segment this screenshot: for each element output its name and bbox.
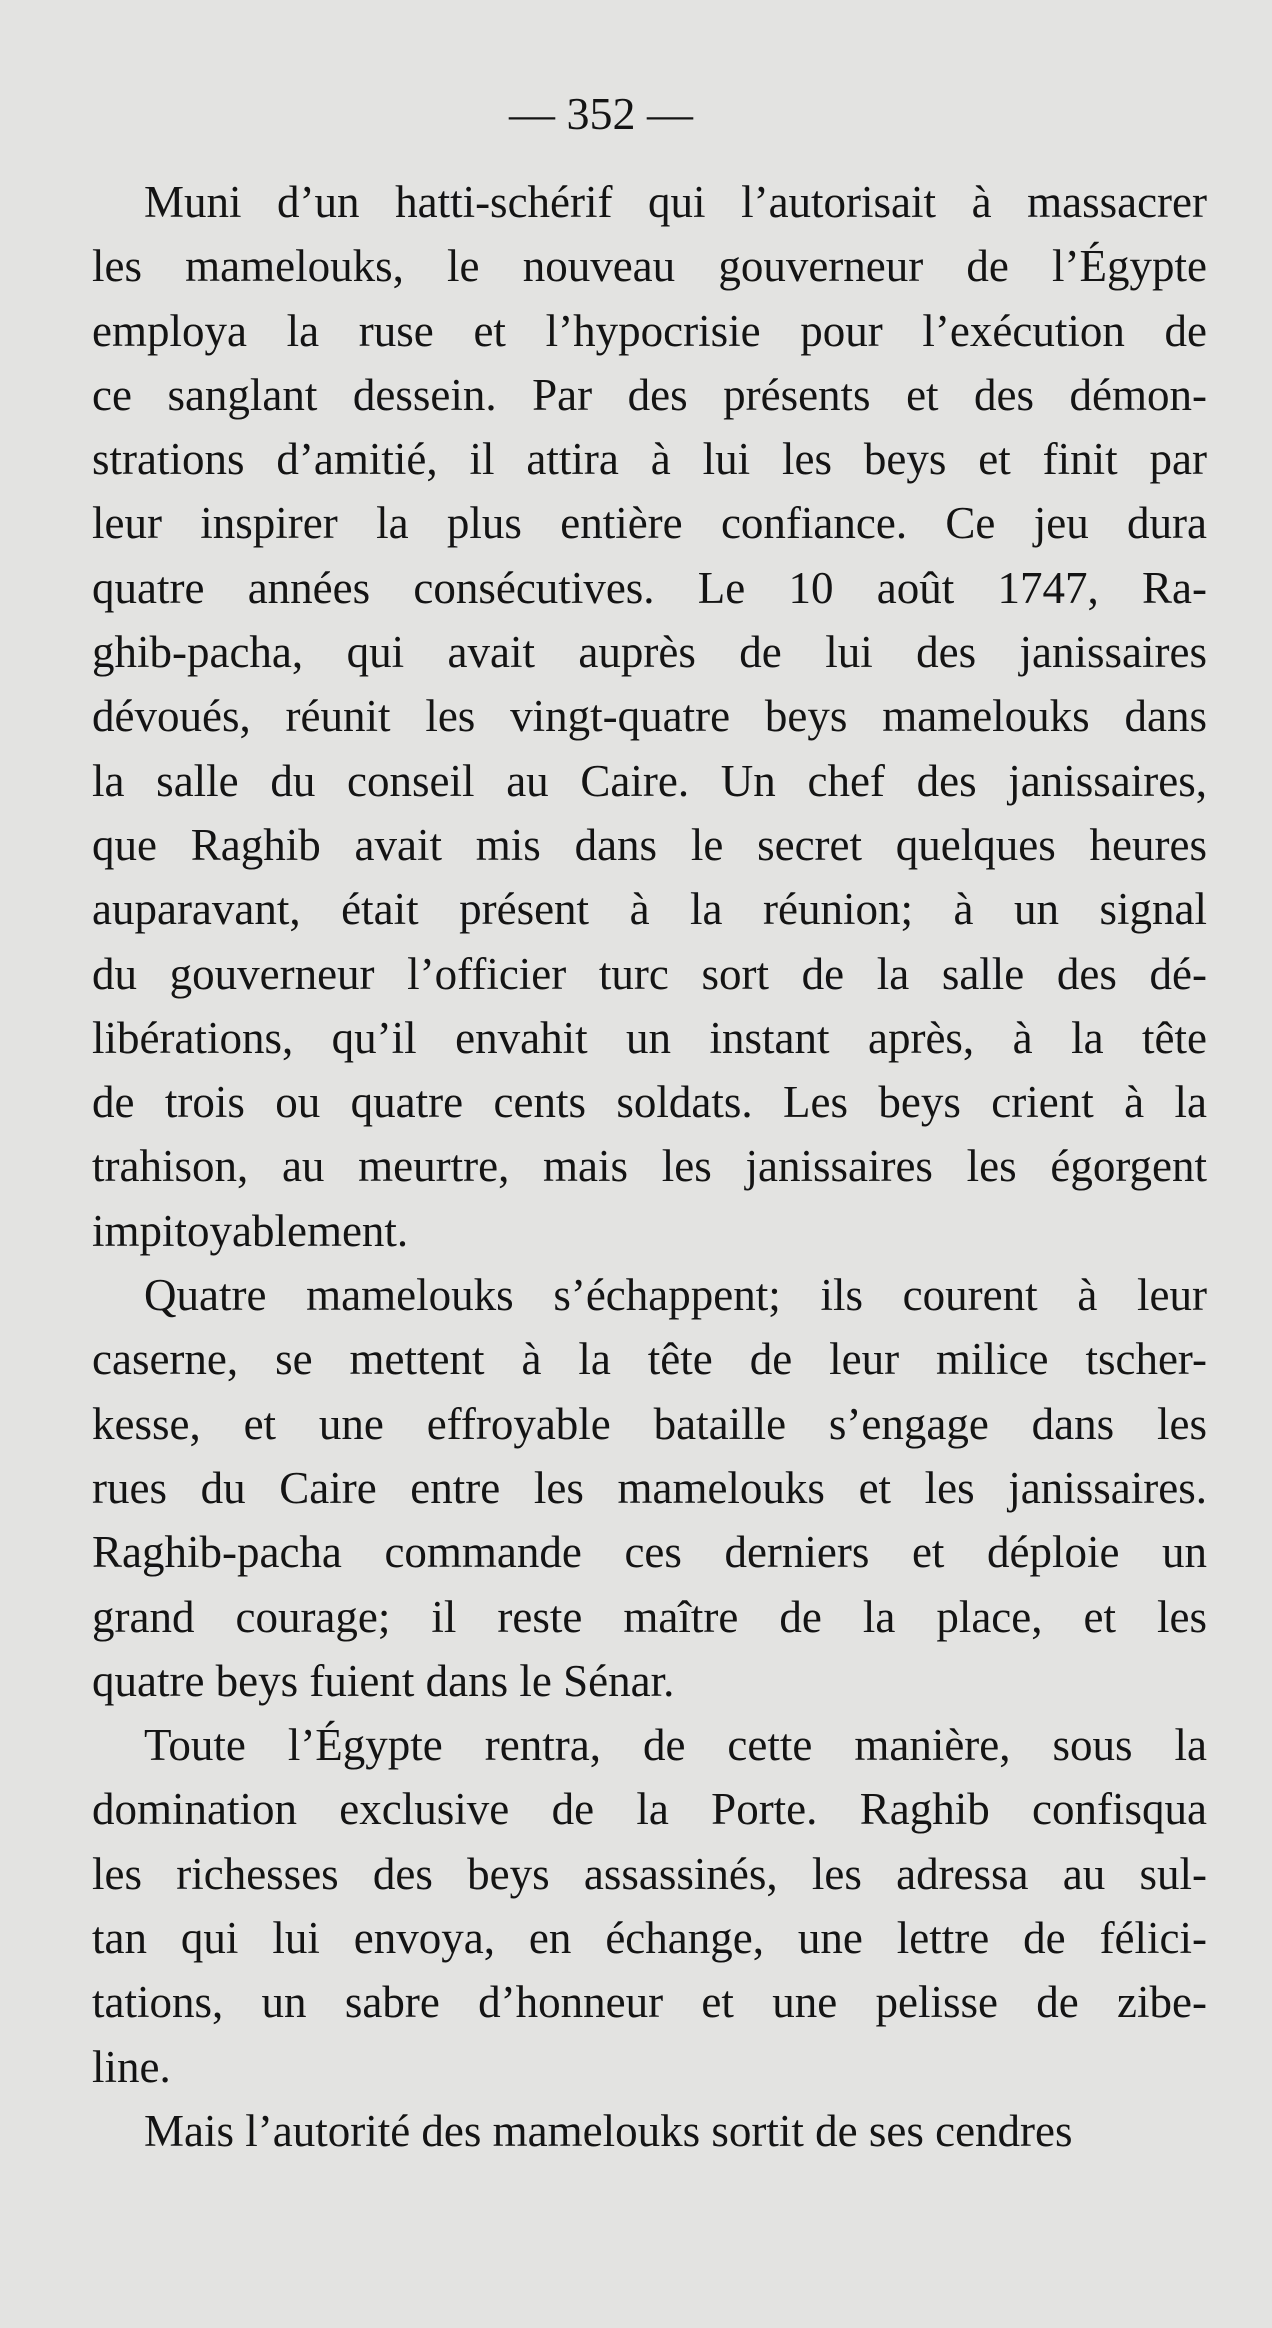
body-text <box>92 170 1207 2163</box>
text-line: trahison, au meurtre, mais les janissaires les égorgent <box>92 1141 1207 1192</box>
text-line: tan qui lui envoya, en échange, une lettre de félici- <box>92 1913 1207 1964</box>
text-line: quatre années consécutives. Le 10 août 1747, Ra- <box>92 562 1207 613</box>
text-line: ce sanglant dessein. Par des présents et des démon- <box>92 369 1207 420</box>
text-line: line. <box>92 2041 171 2092</box>
text-line: libérations, qu’il envahit un instant après, à la tête <box>92 1012 1207 1063</box>
text-line: kesse, et une effroyable bataille s’engage dans les <box>92 1398 1207 1449</box>
text-line: auparavant, était présent à la réunion; à un signal <box>92 884 1207 935</box>
paragraph <box>92 1713 1207 2099</box>
text-line: Muni d’un hatti-schérif qui l’autorisait à massacrer <box>144 177 1207 227</box>
text-line: les mamelouks, le nouveau gouverneur de l’Égypte <box>92 241 1207 292</box>
page-number: — 352 — <box>509 88 693 139</box>
text-line: que Raghib avait mis dans le secret quelques heures <box>92 819 1207 870</box>
text-line: les richesses des beys assassinés, les adressa au sul- <box>92 1848 1207 1899</box>
text-line: du gouverneur l’officier turc sort de la salle des dé- <box>92 948 1207 999</box>
text-line: Raghib-pacha commande ces derniers et déploie un <box>92 1527 1207 1578</box>
text-line: tations, un sabre d’honneur et une pelisse de zibe- <box>92 1977 1207 2028</box>
text-line: caserne, se mettent à la tête de leur milice tscher- <box>92 1334 1207 1385</box>
text-line: leur inspirer la plus entière confiance. Ce jeu dura <box>92 498 1207 549</box>
text-line: employa la ruse et l’hypocrisie pour l’exécution de <box>92 305 1207 356</box>
text-line: impitoyablement. <box>92 1205 409 1256</box>
text-line: Mais l’autorité des mamelouks sortit de ses cendres <box>144 2105 1073 2156</box>
text-line: ghib-pacha, qui avait auprès de lui des janissaires <box>92 627 1207 678</box>
text-line: domination exclusive de la Porte. Raghib confisqua <box>92 1784 1207 1835</box>
paragraph <box>92 2099 1207 2163</box>
text-line: Toute l’Égypte rentra, de cette manière, sous la <box>144 1720 1207 1771</box>
text-line: grand courage; il reste maître de la place, et les <box>92 1591 1207 1642</box>
text-line: strations d’amitié, il attira à lui les beys et finit par <box>92 434 1207 485</box>
text-line: de trois ou quatre cents soldats. Les beys crient à la <box>92 1077 1207 1128</box>
paragraph <box>92 170 1207 1263</box>
text-line: Quatre mamelouks s’échappent; ils courent à leur <box>144 1270 1207 1321</box>
text-line: rues du Caire entre les mamelouks et les janissaires. <box>92 1462 1207 1513</box>
text-line: quatre beys fuient dans le Sénar. <box>92 1655 675 1706</box>
text-line: dévoués, réunit les vingt-quatre beys mamelouks dans <box>92 691 1207 742</box>
paragraph <box>92 1263 1207 1713</box>
text-line: la salle du conseil au Caire. Un chef des janissaires, <box>92 755 1207 806</box>
